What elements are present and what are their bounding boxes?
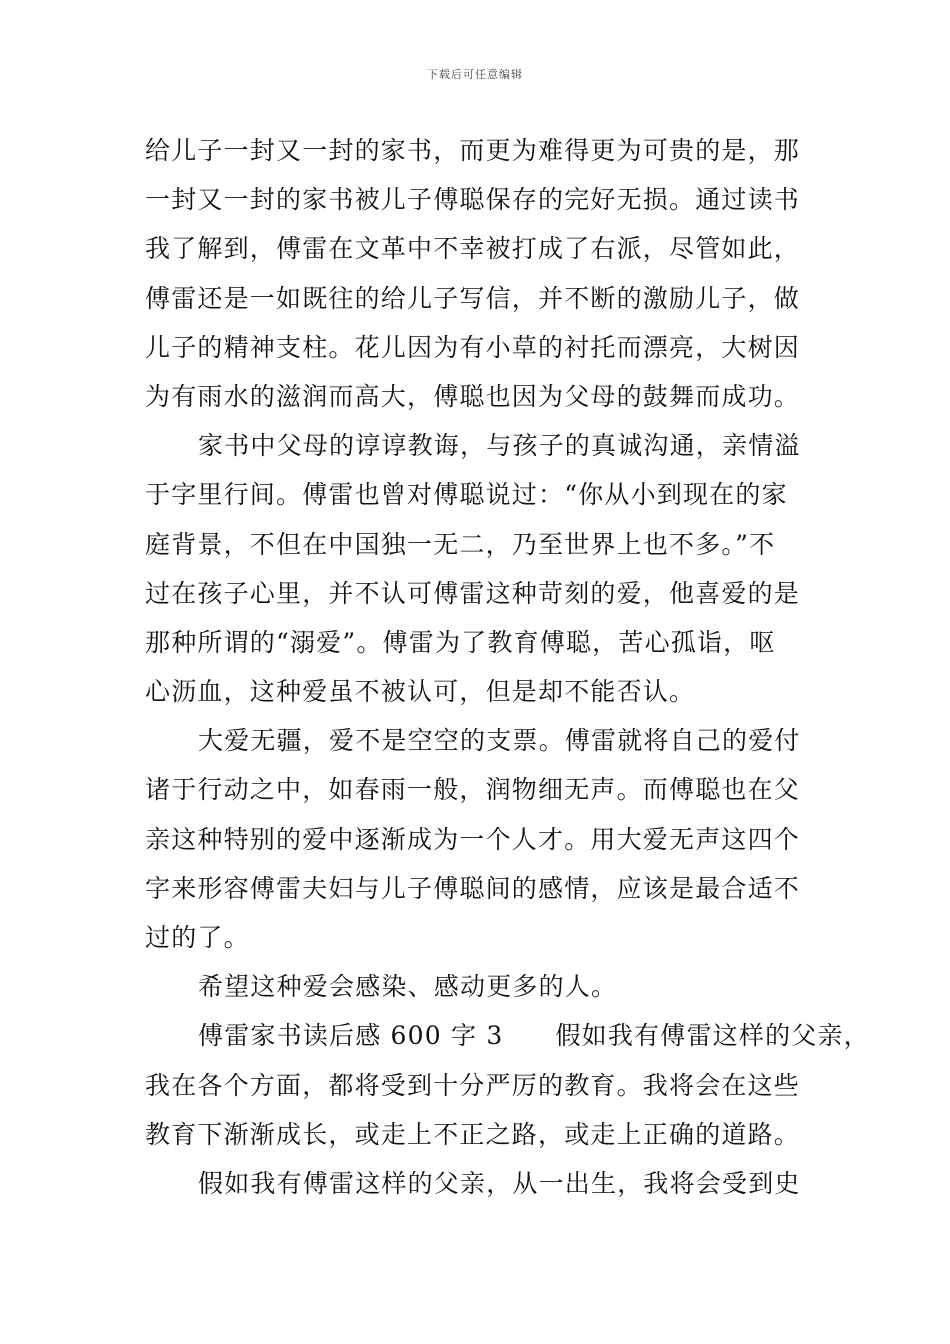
paragraph-3 <box>145 716 835 962</box>
page-header-note: 下载后可任意编辑 <box>427 68 523 81</box>
paragraph-4 <box>145 962 835 1011</box>
paragraph-5 <box>145 1011 870 1159</box>
text-line: 给儿子一封又一封的家书，而更为难得更为可贵的是，那 <box>145 136 801 165</box>
text-line: 那种所谓的“溺爱”。傅雷为了教育傅聪，苦心孤诣，呕 <box>145 627 776 657</box>
text-line: 大爱无疆，爱不是空空的支票。傅雷就将自己的爱付 <box>198 726 801 756</box>
text-line: 庭背景，不但在中国独一无二，乃至世界上也不多。”不 <box>145 529 776 559</box>
text-line: 为有雨水的滋润而高大，傅聪也因为父母的鼓舞而成功。 <box>145 381 801 411</box>
text-line: 傅雷还是一如既往的给儿子写信，并不断的激励儿子，做 <box>145 283 801 313</box>
text-line: 于字里行间。傅雷也曾对傅聪说过：“你从小到现在的家 <box>145 480 788 510</box>
document-body <box>145 126 870 1208</box>
text-line: 我了解到，傅雷在文革中不幸被打成了右派，尽管如此， <box>145 234 801 264</box>
text-line: 亲这种特别的爱中逐渐成为一个人才。用大爱无声这四个 <box>145 824 801 854</box>
section-lead: 假如我有傅雷这样的父亲， <box>555 1021 870 1051</box>
section-title: 傅雷家书读后感 600 字 3 <box>198 1021 504 1051</box>
text-line: 诸于行动之中，如春雨一般，润物细无声。而傅聪也在父 <box>145 775 801 805</box>
text-line: 心沥血，这种爱虽不被认可，但是却不能否认。 <box>145 677 696 707</box>
text-line: 过的了。 <box>145 923 250 952</box>
text-line: 假如我有傅雷这样的父亲，从一出生，我将会受到史 <box>198 1168 801 1198</box>
text-line: 儿子的精神支柱。花儿因为有小草的衬托而漂亮，大树因 <box>145 332 801 362</box>
paragraph-2 <box>145 421 835 716</box>
section-heading-line <box>145 1011 870 1060</box>
text-line: 希望这种爱会感染、感动更多的人。 <box>198 972 618 1002</box>
text-line: 家书中父母的谆谆教诲，与孩子的真诚沟通，亲情溢 <box>198 431 801 461</box>
text-line: 一封又一封的家书被儿子傅聪保存的完好无损。通过读书 <box>145 185 801 215</box>
paragraph-1 <box>145 126 835 421</box>
text-line: 过在孩子心里，并不认可傅雷这种苛刻的爱，他喜爱的是 <box>145 578 801 608</box>
text-line: 我在各个方面，都将受到十分严厉的教育。我将会在这些 <box>145 1070 801 1100</box>
text-line: 教育下渐渐成长，或走上不正之路，或走上正确的道路。 <box>145 1119 801 1149</box>
paragraph-6 <box>145 1159 835 1208</box>
text-line: 字来形容傅雷夫妇与儿子傅聪间的感情，应该是最合适不 <box>145 873 801 903</box>
